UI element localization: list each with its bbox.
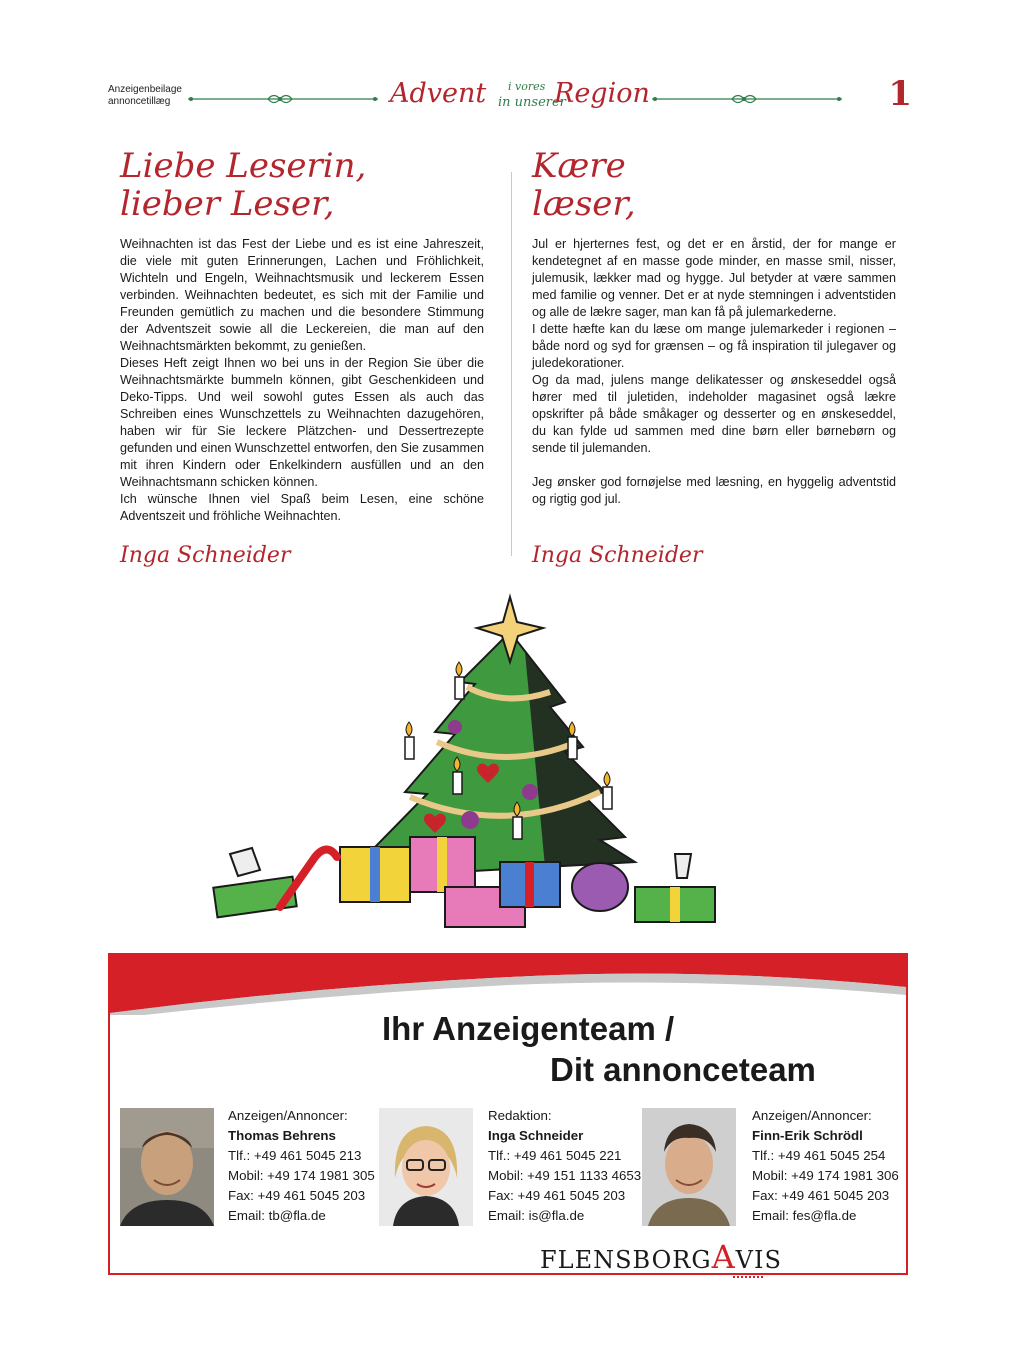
- left-heading-line2: lieber Leser,: [120, 184, 335, 224]
- ad-title-line1: Ihr Anzeigenteam /: [382, 1010, 675, 1047]
- title-advent: Advent: [390, 78, 487, 109]
- left-body: [120, 236, 484, 525]
- contact-card-1: [228, 1106, 375, 1226]
- logo-a: A: [711, 1238, 736, 1276]
- contact-1-role: Anzeigen/Annoncer:: [228, 1108, 348, 1123]
- right-heading-line1: Kære: [532, 146, 626, 186]
- avatar-thomas-behrens: [120, 1108, 214, 1226]
- contact-card-3: [752, 1106, 899, 1226]
- right-paragraph-1: Jul er hjerternes fest, og det er en årstid, der for mange er kendetegnet af en masse gode minder, en masse smil, nisser, julemusik, lækker mad og hygge. Jul betyder at være sammen med familie og venner. Det er at nyde stemningen i adventstiden og alle de lækre sager, man kan få på julemarkederne.: [532, 237, 896, 319]
- right-heading-line2: læser,: [532, 184, 636, 224]
- ad-title-line2: Dit annonceteam: [550, 1051, 816, 1088]
- supplement-label: [108, 84, 182, 108]
- right-body: [532, 236, 896, 508]
- right-heading: [532, 147, 892, 223]
- magazine-title: [390, 74, 650, 118]
- right-paragraph-2: I dette hæfte kan du læse om mange julemarkeder i regionen – både nord og syd for grænsen – og få inspiration til julegaver og juledekorationer.: [532, 322, 896, 370]
- contact-2-fax: Fax: +49 461 5045 203: [488, 1188, 626, 1203]
- contact-1-name: Thomas Behrens: [228, 1128, 336, 1143]
- contact-3-fax: Fax: +49 461 5045 203: [752, 1188, 890, 1203]
- title-small-de: in unserer: [498, 95, 566, 110]
- contact-3-phone: Tlf.: +49 461 5045 254: [752, 1148, 886, 1163]
- supplement-label-da: annoncetillæg: [108, 96, 171, 107]
- contact-1-email[interactable]: Email: tb@fla.de: [228, 1208, 326, 1223]
- contact-2-role: Redaktion:: [488, 1108, 552, 1123]
- avatar-finn-erik-schroedl: [642, 1108, 736, 1226]
- right-paragraph-spacer: [532, 457, 896, 474]
- contact-card-2: [488, 1106, 641, 1226]
- page-number: 1: [888, 74, 912, 114]
- right-signature: Inga Schneider: [532, 543, 703, 568]
- left-heading-line1: Liebe Leserin,: [120, 146, 367, 186]
- left-heading: [120, 147, 480, 223]
- logo-part1: FLENSBORG: [540, 1246, 712, 1274]
- contact-3-name: Finn-Erik Schrödl: [752, 1128, 863, 1143]
- contact-3-role: Anzeigen/Annoncer:: [752, 1108, 872, 1123]
- logo-underline: [733, 1276, 763, 1278]
- title-small-da: i vores: [508, 80, 546, 93]
- left-paragraph-1: Weihnachten ist das Fest der Liebe und es ist eine Jahreszeit, die viele mit guten Erinnerungen, Lachen und Fröhlichkeit, Wichteln und Engeln, Weihnachtsmusik und leckerem Essen verbinden. Weihnachten bedeutet, es sich mit der Familie und Freunden gemütlich zu machen und die besondere Stimmung der Adventszeit sowie all die Leckereien, die man auf den Weihnachtsmärkten bekommt, zu genießen.: [120, 237, 484, 353]
- contact-3-email[interactable]: Email: fes@fla.de: [752, 1208, 857, 1223]
- ad-swoosh-icon: [110, 955, 906, 1015]
- contact-1-mobile: Mobil: +49 174 1981 305: [228, 1168, 375, 1183]
- avatar-inga-schneider: [379, 1108, 473, 1226]
- right-ornament-icon: [652, 93, 842, 105]
- right-paragraph-3: Og da mad, julens mange delikatesser og ønskeseddel også hører med til juletiden, indeholder magasinet også lækre opskrifter på både småkager og desserter og en ønskeseddel, du kan fylde ud sammen med dine børn eller børnebørn og sende til julemanden.: [532, 373, 896, 455]
- contact-2-mobile: Mobil: +49 151 1133 4653: [488, 1168, 642, 1183]
- left-signature: Inga Schneider: [120, 543, 291, 568]
- contact-3-mobile: Mobil: +49 174 1981 306: [752, 1168, 899, 1183]
- contact-2-name: Inga Schneider: [488, 1128, 584, 1143]
- contact-1-fax: Fax: +49 461 5045 203: [228, 1188, 366, 1203]
- contact-1-phone: Tlf.: +49 461 5045 213: [228, 1148, 362, 1163]
- title-region: Region: [554, 78, 650, 109]
- left-paragraph-2: Dieses Heft zeigt Ihnen wo bei uns in der Region Sie über die Weihnachtsmärkte bummeln können, gibt Geschenkideen und Deko-Tipps. Und weil sowohl gutes Essen als auch das Schreiben eines Wunschzettels zu Weihnachten dazugehören, haben wir für Sie leckere Plätzchen- und Dessertrezepte gefunden und einen Wunschzettel entworfen, den Sie zusammen mit ihren Kindern oder Enkelkindern ausfüllen und an den Weihnachtsmann schicken können.: [120, 356, 484, 489]
- right-paragraph-4: Jeg ønsker god fornøjelse med læsning, en hyggelig adventstid og rigtig god jul.: [532, 475, 896, 506]
- christmas-tree-icon: [205, 592, 725, 940]
- contact-2-phone: Tlf.: +49 461 5045 221: [488, 1148, 622, 1163]
- contact-2-email[interactable]: Email: is@fla.de: [488, 1208, 585, 1223]
- logo-part2: VIS: [735, 1246, 782, 1274]
- column-divider: [511, 172, 512, 556]
- supplement-label-de: Anzeigenbeilage: [108, 84, 182, 95]
- flensborg-avis-logo: [540, 1238, 782, 1276]
- left-ornament-icon: [188, 93, 378, 105]
- left-paragraph-3: Ich wünsche Ihnen viel Spaß beim Lesen, eine schöne Adventszeit und fröhliche Weihnachten.: [120, 492, 484, 523]
- ad-team-box: [108, 953, 908, 1275]
